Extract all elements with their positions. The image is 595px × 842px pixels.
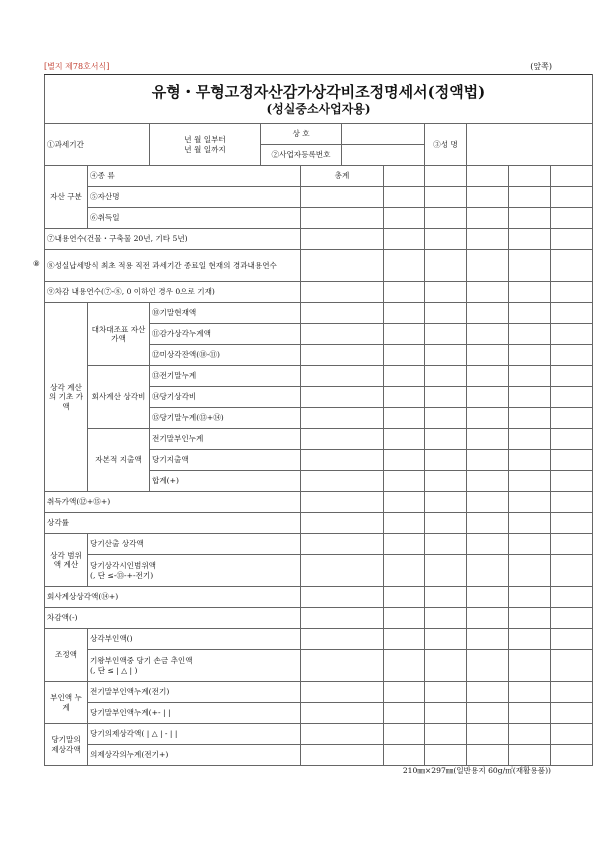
bs-item-3: ⑫미상각잔액(⑩-⑪): [150, 345, 301, 366]
asset-kind-label: ④종 류: [88, 166, 301, 187]
entry-cell[interactable]: [301, 471, 384, 492]
range-section-label: 상각 범위액 계산: [45, 534, 88, 587]
entry-cell[interactable]: [467, 387, 509, 408]
entry-cell[interactable]: [551, 166, 593, 187]
entry-cell[interactable]: [425, 471, 467, 492]
entry-cell[interactable]: [301, 629, 384, 650]
entry-cell[interactable]: [509, 282, 551, 303]
bs-item-2: ⑪감가상각누계액: [150, 324, 301, 345]
entry-cell[interactable]: [425, 345, 467, 366]
entry-cell[interactable]: [551, 345, 593, 366]
entry-cell[interactable]: [509, 303, 551, 324]
entry-cell[interactable]: [509, 513, 551, 534]
over-section-label: 당기말의 제상각액: [45, 724, 88, 766]
adj-b-line1: 기왕부인액중 당기 손금 추인액: [90, 656, 193, 666]
entry-cell[interactable]: [551, 745, 593, 766]
entry-cell[interactable]: [509, 387, 551, 408]
entry-cell[interactable]: [509, 429, 551, 450]
entry-cell[interactable]: [301, 745, 384, 766]
entry-cell[interactable]: [384, 408, 425, 429]
entry-cell[interactable]: [425, 187, 467, 208]
entry-cell[interactable]: [467, 471, 509, 492]
entry-cell[interactable]: [384, 303, 425, 324]
cum-b-label: 당기말부인액누계(+- | |: [88, 703, 301, 724]
entry-cell[interactable]: [509, 187, 551, 208]
adj-b-label: [88, 650, 301, 682]
entry-cell[interactable]: [467, 166, 509, 187]
entry-cell[interactable]: [384, 345, 425, 366]
entry-cell[interactable]: [301, 587, 384, 608]
entry-cell[interactable]: [301, 429, 384, 450]
adj-b-line2: (, 단 ≤ | △ | ): [90, 665, 138, 675]
entry-cell[interactable]: [467, 745, 509, 766]
cum-a-label: 전기말부인액누계(전기): [88, 682, 301, 703]
entry-cell[interactable]: [384, 650, 425, 682]
acq-date-label: ⑥취득일: [88, 208, 301, 229]
entry-cell[interactable]: [425, 629, 467, 650]
entry-cell[interactable]: [467, 450, 509, 471]
period-to: 년 월 일까지: [184, 144, 226, 154]
entry-cell[interactable]: [384, 703, 425, 724]
entry-cell[interactable]: [509, 587, 551, 608]
asset-name-label: ⑤자산명: [88, 187, 301, 208]
entry-cell[interactable]: [425, 587, 467, 608]
entry-cell[interactable]: [425, 324, 467, 345]
entry-cell[interactable]: [509, 682, 551, 703]
entry-cell[interactable]: [384, 587, 425, 608]
adj-a-label: 상각부인액(): [88, 629, 301, 650]
range-b-line2: (, 단 ≤-⑬-+-전기): [90, 570, 154, 580]
entry-cell[interactable]: [509, 703, 551, 724]
over-a-label: 당기의제상각액( | △ | - | |: [88, 724, 301, 745]
entry-cell[interactable]: [301, 682, 384, 703]
entry-cell[interactable]: [467, 408, 509, 429]
entry-cell[interactable]: [509, 408, 551, 429]
entry-cell[interactable]: [509, 166, 551, 187]
entry-cell[interactable]: [467, 429, 509, 450]
entry-cell[interactable]: [509, 555, 551, 587]
entry-cell[interactable]: [425, 608, 467, 629]
entry-cell[interactable]: [425, 208, 467, 229]
entry-cell[interactable]: [551, 229, 593, 250]
entry-cell[interactable]: [301, 450, 384, 471]
entry-cell[interactable]: [509, 345, 551, 366]
entry-cell[interactable]: [551, 629, 593, 650]
cap-item-3: 합계(+): [150, 471, 301, 492]
asset-total-label: 총계: [301, 166, 384, 187]
rate-label: 상각률: [45, 513, 301, 534]
entry-cell[interactable]: [301, 534, 384, 555]
entry-cell[interactable]: [467, 587, 509, 608]
entry-cell[interactable]: [425, 429, 467, 450]
entry-cell[interactable]: [551, 724, 593, 745]
entry-cell[interactable]: [384, 724, 425, 745]
entry-cell[interactable]: [467, 608, 509, 629]
entry-cell[interactable]: [467, 492, 509, 513]
entry-cell[interactable]: [301, 366, 384, 387]
entry-cell[interactable]: [425, 387, 467, 408]
entry-cell[interactable]: [467, 555, 509, 587]
range-a-label: 당기산출 상각액: [88, 534, 301, 555]
company-label: 상 호: [261, 124, 342, 145]
entry-cell[interactable]: [509, 608, 551, 629]
entry-cell[interactable]: [509, 366, 551, 387]
entry-cell[interactable]: [384, 471, 425, 492]
entry-cell[interactable]: [301, 250, 384, 282]
entry-cell[interactable]: [384, 282, 425, 303]
range-b-label: [88, 555, 301, 587]
entry-cell[interactable]: [509, 471, 551, 492]
entry-cell[interactable]: [467, 682, 509, 703]
entry-cell[interactable]: [301, 608, 384, 629]
company-dep-label: 회사계상상각액(⑭+): [45, 587, 301, 608]
entry-cell[interactable]: [301, 324, 384, 345]
entry-cell[interactable]: [551, 208, 593, 229]
entry-cell[interactable]: [384, 555, 425, 587]
entry-cell[interactable]: [384, 745, 425, 766]
name-value[interactable]: [467, 124, 593, 166]
entry-cell[interactable]: [384, 387, 425, 408]
period-label: ①과세기간: [45, 124, 150, 166]
bizno-value[interactable]: [342, 145, 425, 166]
entry-cell[interactable]: [384, 208, 425, 229]
elapsed-life-label: ⑧성실납세방식 최초 적용 직전 과세기간 종료일 현재의 경과내용연수: [45, 250, 301, 282]
bizno-label: ②사업자등록번호: [261, 145, 342, 166]
entry-cell[interactable]: [551, 387, 593, 408]
entry-cell[interactable]: [425, 303, 467, 324]
entry-cell[interactable]: [384, 450, 425, 471]
entry-cell[interactable]: [425, 229, 467, 250]
entry-cell[interactable]: [301, 303, 384, 324]
entry-cell[interactable]: [551, 429, 593, 450]
co-item-2: ⑭당기상각비: [150, 387, 301, 408]
title-main: 유형・무형고정자산감가상각비조정명세서(정액법): [151, 82, 486, 101]
entry-cell[interactable]: [425, 250, 467, 282]
entry-cell[interactable]: [425, 745, 467, 766]
entry-cell[interactable]: [425, 534, 467, 555]
entry-cell[interactable]: [467, 345, 509, 366]
entry-cell[interactable]: [384, 324, 425, 345]
entry-cell[interactable]: [301, 345, 384, 366]
entry-cell[interactable]: [551, 608, 593, 629]
entry-cell[interactable]: [467, 250, 509, 282]
entry-cell[interactable]: [509, 492, 551, 513]
entry-cell[interactable]: [551, 408, 593, 429]
entry-cell[interactable]: [509, 229, 551, 250]
depreciation-form-table: [44, 74, 593, 766]
entry-cell[interactable]: [467, 187, 509, 208]
acq-value-label: 취득가액(⑫+⑮+): [45, 492, 301, 513]
bs-item-1: ⑩기말현재액: [150, 303, 301, 324]
entry-cell[interactable]: [551, 366, 593, 387]
entry-cell[interactable]: [301, 229, 384, 250]
period-from: 년 월 일부터: [184, 135, 226, 145]
entry-cell[interactable]: [301, 703, 384, 724]
entry-cell[interactable]: [467, 208, 509, 229]
title-sub: (성실중소사업자용): [266, 102, 371, 117]
entry-cell[interactable]: [301, 187, 384, 208]
entry-cell[interactable]: [384, 492, 425, 513]
entry-cell[interactable]: [301, 408, 384, 429]
co-item-3: ⑮당기말누계(⑬+⑭): [150, 408, 301, 429]
diff-label: 차감액(-): [45, 608, 301, 629]
bs-group-label: 대차대조표 자산가액: [88, 303, 150, 366]
entry-cell[interactable]: [467, 324, 509, 345]
entry-cell[interactable]: [509, 650, 551, 682]
entry-cell[interactable]: [384, 534, 425, 555]
entry-cell[interactable]: [384, 187, 425, 208]
entry-cell[interactable]: [384, 513, 425, 534]
entry-cell[interactable]: [425, 555, 467, 587]
entry-cell[interactable]: [301, 513, 384, 534]
entry-cell[interactable]: [509, 724, 551, 745]
entry-cell[interactable]: [384, 250, 425, 282]
entry-cell[interactable]: [425, 703, 467, 724]
diff-life-label: ⑨차감 내용연수(⑦-⑧, 0 이하인 경우 0으로 기재): [45, 282, 301, 303]
entry-cell[interactable]: [551, 703, 593, 724]
cap-item-2: 당기지출액: [150, 450, 301, 471]
co-group-label: 회사계산 상각비: [88, 366, 150, 429]
entry-cell[interactable]: [551, 250, 593, 282]
entry-cell[interactable]: [425, 450, 467, 471]
entry-cell[interactable]: [551, 303, 593, 324]
entry-cell[interactable]: [551, 555, 593, 587]
entry-cell[interactable]: [509, 450, 551, 471]
entry-cell[interactable]: [509, 208, 551, 229]
entry-cell[interactable]: [425, 282, 467, 303]
entry-cell[interactable]: [425, 366, 467, 387]
entry-cell[interactable]: [509, 629, 551, 650]
entry-cell[interactable]: [467, 366, 509, 387]
entry-cell[interactable]: [384, 629, 425, 650]
entry-cell[interactable]: [509, 324, 551, 345]
entry-cell[interactable]: [384, 229, 425, 250]
entry-cell[interactable]: [425, 724, 467, 745]
over-b-label: 의제상각의누계(전기+): [88, 745, 301, 766]
entry-cell[interactable]: [551, 513, 593, 534]
entry-cell[interactable]: [384, 608, 425, 629]
entry-cell[interactable]: [467, 629, 509, 650]
form-number: [별지 제78호서식]: [44, 62, 110, 71]
entry-cell[interactable]: [551, 450, 593, 471]
entry-cell[interactable]: [301, 724, 384, 745]
entry-cell[interactable]: [425, 513, 467, 534]
entry-cell[interactable]: [425, 166, 467, 187]
entry-cell[interactable]: [467, 282, 509, 303]
entry-cell[interactable]: [425, 492, 467, 513]
entry-cell[interactable]: [509, 745, 551, 766]
entry-cell[interactable]: [301, 492, 384, 513]
range-b-line1: 당기상각시인범위액: [90, 561, 157, 571]
co-item-1: ⑬전기말누계: [150, 366, 301, 387]
entry-cell[interactable]: [301, 387, 384, 408]
entry-cell[interactable]: [384, 366, 425, 387]
entry-cell[interactable]: [467, 303, 509, 324]
entry-cell[interactable]: [551, 282, 593, 303]
base-section-label: 상각 계산의 기초 가액: [45, 303, 88, 492]
useful-life-label: ⑦내용연수(건물・구축물 20년, 기타 5년): [45, 229, 301, 250]
entry-cell[interactable]: [509, 250, 551, 282]
entry-cell[interactable]: [551, 682, 593, 703]
entry-cell[interactable]: [551, 587, 593, 608]
entry-cell[interactable]: [301, 282, 384, 303]
entry-cell[interactable]: [509, 534, 551, 555]
entry-cell[interactable]: [551, 471, 593, 492]
page-side: (앞쪽): [530, 62, 552, 71]
entry-cell[interactable]: [551, 534, 593, 555]
asset-section-label: 자산 구분: [45, 166, 88, 229]
entry-cell[interactable]: [551, 492, 593, 513]
entry-cell[interactable]: [425, 408, 467, 429]
entry-cell[interactable]: [301, 650, 384, 682]
form-title: [45, 75, 593, 124]
company-value[interactable]: [342, 124, 425, 145]
entry-cell[interactable]: [467, 703, 509, 724]
entry-cell[interactable]: [551, 324, 593, 345]
name-label: ③성 명: [425, 124, 467, 166]
entry-cell[interactable]: [467, 724, 509, 745]
entry-cell[interactable]: [301, 208, 384, 229]
entry-cell[interactable]: [384, 166, 425, 187]
entry-cell[interactable]: [551, 650, 593, 682]
entry-cell[interactable]: [301, 555, 384, 587]
footnote-mark: ⑧: [33, 259, 40, 268]
paper-spec-footer: 210㎜×297㎜(일반용지 60g/㎡(재활용품)): [402, 766, 551, 775]
entry-cell[interactable]: [425, 650, 467, 682]
period-dates: [150, 124, 261, 166]
entry-cell[interactable]: [467, 534, 509, 555]
entry-cell[interactable]: [425, 682, 467, 703]
header-line: [44, 61, 552, 75]
entry-cell[interactable]: [467, 650, 509, 682]
cap-group-label: 자본적 지출액: [88, 429, 150, 492]
entry-cell[interactable]: [384, 682, 425, 703]
entry-cell[interactable]: [467, 229, 509, 250]
entry-cell[interactable]: [384, 429, 425, 450]
adj-section-label: 조정액: [45, 629, 88, 682]
entry-cell[interactable]: [467, 513, 509, 534]
cum-section-label: 부인액 누 계: [45, 682, 88, 724]
entry-cell[interactable]: [551, 187, 593, 208]
cap-item-1: 전기말부인누계: [150, 429, 301, 450]
